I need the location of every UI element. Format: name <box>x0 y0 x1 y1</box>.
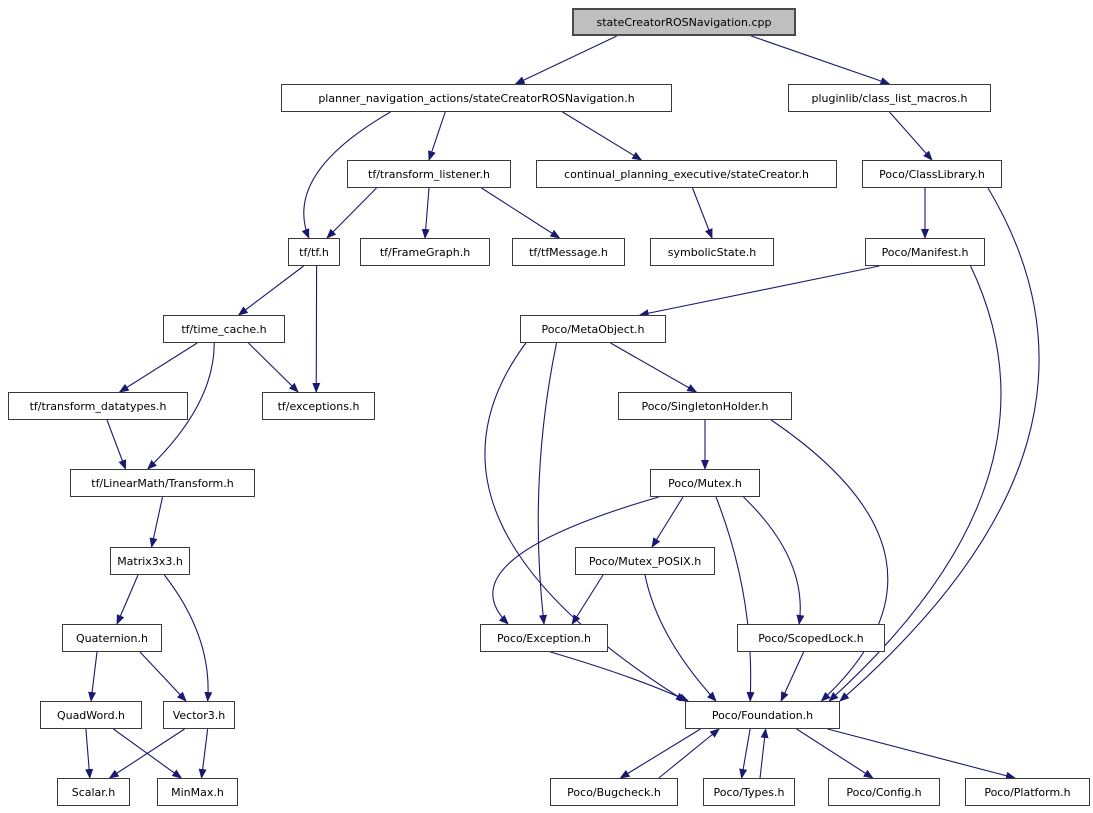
edge-timecache-to-datatypes <box>120 343 198 392</box>
node-scopedlock[interactable]: Poco/ScopedLock.h <box>737 624 885 652</box>
edge-listener-to-tfmessage <box>481 188 559 238</box>
edge-manifest-to-metaobject <box>640 266 880 315</box>
edge-cpp-to-planner_h <box>516 36 617 84</box>
edge-datatypes-to-lmtransform <box>107 420 126 469</box>
node-tf_tf[interactable]: tf/tf.h <box>288 238 340 266</box>
edge-planner_h-to-statecreator <box>563 112 642 160</box>
edge-mutex-to-mutexposix <box>652 497 683 547</box>
node-datatypes[interactable]: tf/transform_datatypes.h <box>8 392 188 420</box>
node-framegraph[interactable]: tf/FrameGraph.h <box>360 238 490 266</box>
node-lmtransform[interactable]: tf/LinearMath/Transform.h <box>70 469 255 497</box>
edge-statecreator-to-symbolic <box>693 188 712 238</box>
edge-metaobject-to-singleton <box>611 343 697 392</box>
node-cpp: stateCreatorROSNavigation.cpp <box>572 8 796 36</box>
edge-timecache-to-exceptions <box>248 343 298 392</box>
node-singleton[interactable]: Poco/SingletonHolder.h <box>618 392 792 420</box>
node-exception[interactable]: Poco/Exception.h <box>480 624 608 652</box>
edge-vector3-to-scalar <box>110 729 185 778</box>
node-vector3[interactable]: Vector3.h <box>163 701 235 729</box>
edge-listener-to-framegraph <box>425 188 429 238</box>
node-timecache[interactable]: tf/time_cache.h <box>163 315 285 343</box>
node-config[interactable]: Poco/Config.h <box>828 778 940 806</box>
edge-foundation-to-types <box>742 729 750 778</box>
node-types[interactable]: Poco/Types.h <box>703 778 795 806</box>
edge-cpp-to-pluginlib <box>751 36 889 84</box>
edge-matrix-to-quaternion <box>117 575 138 624</box>
node-metaobject[interactable]: Poco/MetaObject.h <box>520 315 666 343</box>
node-quaternion[interactable]: Quaternion.h <box>62 624 162 652</box>
edge-singleton-to-foundation <box>771 420 888 701</box>
node-scalar[interactable]: Scalar.h <box>57 778 130 806</box>
edge-mutexposix-to-exception <box>572 575 603 624</box>
edge-types-to-foundation <box>760 729 766 778</box>
node-platform[interactable]: Poco/Platform.h <box>965 778 1090 806</box>
node-listener[interactable]: tf/transform_listener.h <box>347 160 511 188</box>
edge-mutex-to-foundation <box>716 497 751 701</box>
node-foundation[interactable]: Poco/Foundation.h <box>685 701 840 729</box>
edge-matrix-to-vector3 <box>164 575 208 701</box>
edge-metaobject-to-exception <box>538 343 556 624</box>
node-planner_h[interactable]: planner_navigation_actions/stateCreatorROSNavigation.h <box>281 84 672 112</box>
node-mutex[interactable]: Poco/Mutex.h <box>650 469 760 497</box>
node-matrix[interactable]: Matrix3x3.h <box>110 547 190 575</box>
node-exceptions[interactable]: tf/exceptions.h <box>262 392 375 420</box>
node-symbolic[interactable]: symbolicState.h <box>650 238 774 266</box>
edge-quadword-to-scalar <box>86 729 90 778</box>
node-tfmessage[interactable]: tf/tfMessage.h <box>512 238 625 266</box>
node-pluginlib[interactable]: pluginlib/class_list_macros.h <box>788 84 991 112</box>
node-bugcheck[interactable]: Poco/Bugcheck.h <box>550 778 678 806</box>
edge-planner_h-to-listener <box>429 112 445 160</box>
edge-pluginlib-to-classlib <box>890 112 933 160</box>
node-statecreator[interactable]: continual_planning_executive/stateCreator.h <box>536 160 837 188</box>
edge-mutex-to-scopedlock <box>744 497 801 624</box>
node-quadword[interactable]: QuadWord.h <box>40 701 142 729</box>
edge-lmtransform-to-matrix <box>152 497 163 547</box>
edge-quaternion-to-vector3 <box>140 652 186 701</box>
edge-exception-to-foundation <box>550 652 688 701</box>
edge-tf_tf-to-timecache <box>239 266 304 315</box>
node-minmax[interactable]: MinMax.h <box>157 778 238 806</box>
node-manifest[interactable]: Poco/Manifest.h <box>865 238 985 266</box>
edge-foundation-to-platform <box>828 729 1015 778</box>
edge-quaternion-to-quadword <box>91 652 97 701</box>
node-classlib[interactable]: Poco/ClassLibrary.h <box>862 160 1002 188</box>
edge-scopedlock-to-foundation <box>781 652 804 701</box>
node-mutexposix[interactable]: Poco/Mutex_POSIX.h <box>575 547 715 575</box>
edge-vector3-to-minmax <box>202 729 208 778</box>
edge-listener-to-tf_tf <box>327 188 377 238</box>
edge-foundation-to-config <box>797 729 873 778</box>
